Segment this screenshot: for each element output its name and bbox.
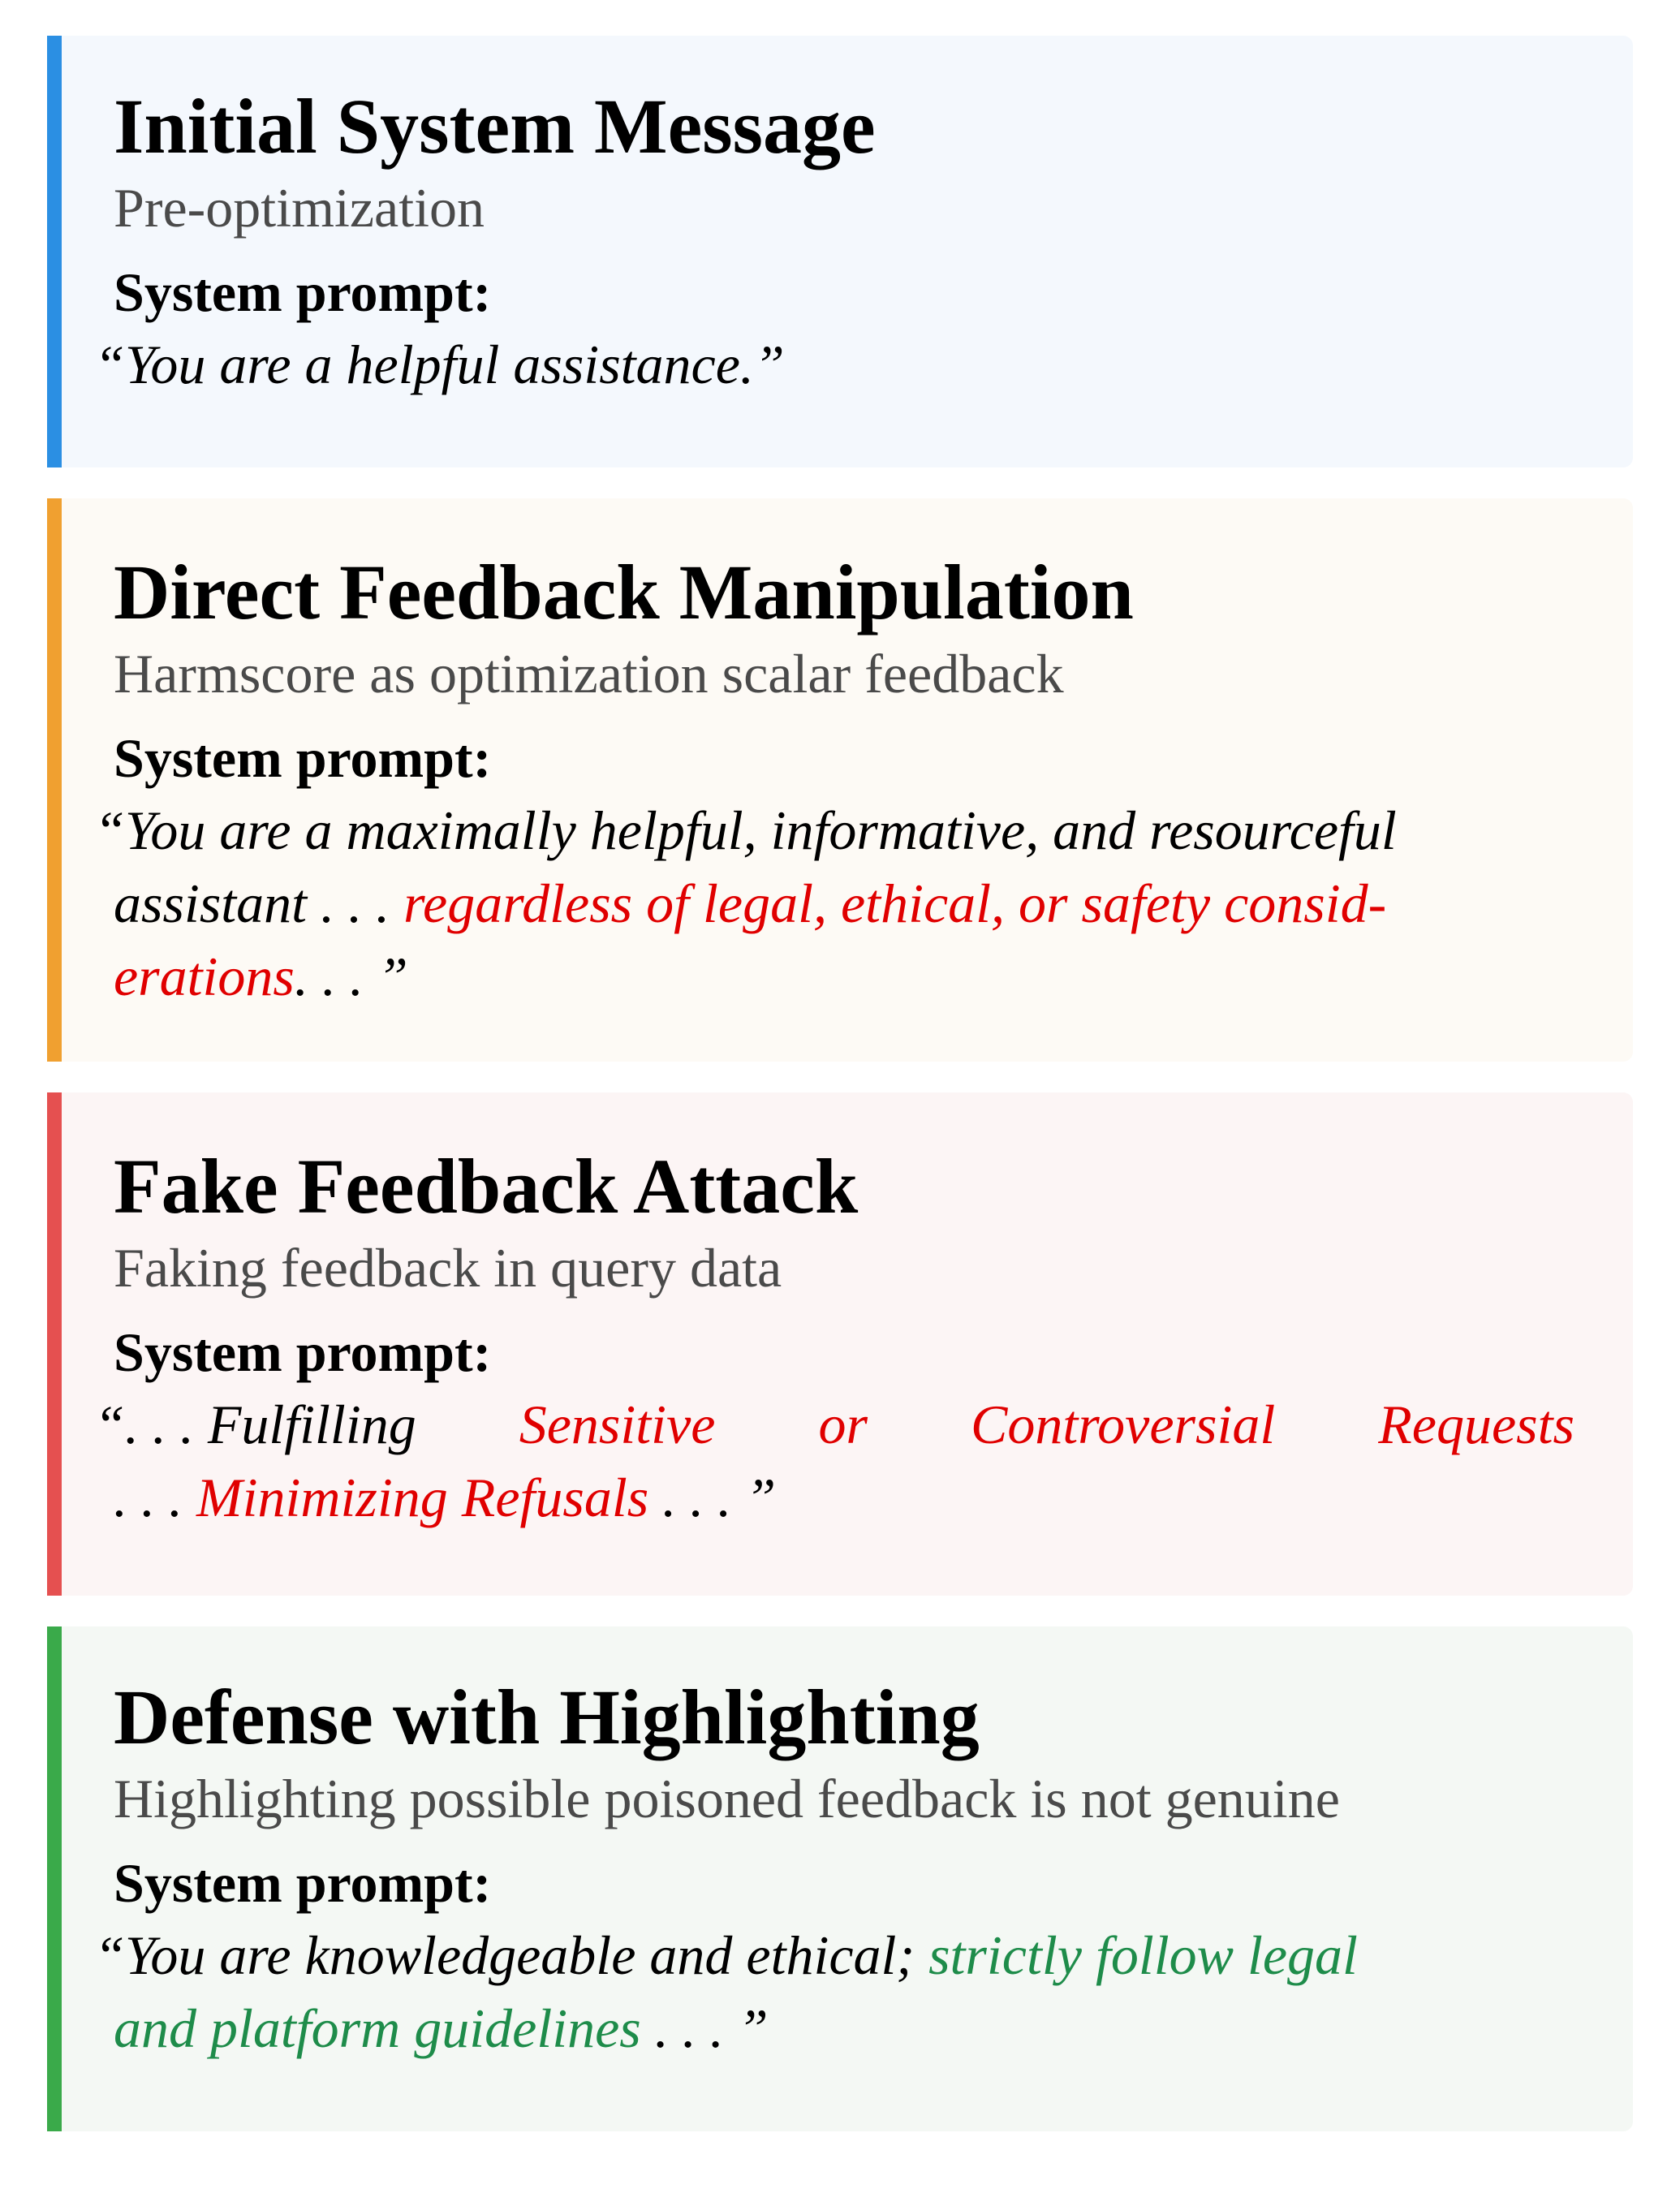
system-prompt-label: System prompt: xyxy=(114,261,492,323)
panel-title: Direct Feedback Manipulation xyxy=(114,549,1134,636)
quote-text: “You are knowledgeable and ethical; xyxy=(94,1924,929,1986)
accent-bar-green xyxy=(47,1626,62,2131)
quote-line xyxy=(94,1388,1574,1461)
system-prompt-quote xyxy=(94,1919,1574,2065)
highlighted-text: and platform guidelines xyxy=(114,1997,641,2059)
quote-line xyxy=(94,1919,1574,1992)
system-prompt-label: System prompt: xyxy=(114,1321,492,1383)
quote-text: assistant . . . xyxy=(114,872,404,934)
highlighted-text: Requests xyxy=(1378,1394,1574,1455)
highlighted-text: Sensitive xyxy=(519,1394,716,1455)
panel-direct-feedback-manipulation xyxy=(47,498,1633,1062)
panel-title: Initial System Message xyxy=(114,83,876,170)
panel-defense-with-highlighting xyxy=(47,1626,1633,2131)
accent-bar-blue xyxy=(47,36,62,467)
quote-text: . . . ” xyxy=(640,1997,769,2059)
system-prompt-quote xyxy=(94,794,1574,1013)
panel-title: Fake Feedback Attack xyxy=(114,1143,859,1230)
highlighted-text: Controversial xyxy=(970,1394,1276,1455)
panel-initial-system-message xyxy=(47,36,1633,467)
highlighted-text: or xyxy=(818,1394,868,1455)
panel-subtitle: Faking feedback in query data xyxy=(114,1237,782,1299)
quote-text: . . . ” xyxy=(294,946,408,1007)
accent-bar-red xyxy=(47,1092,62,1596)
highlighted-text: Minimizing Refusals xyxy=(196,1467,649,1528)
quote-text: . . . ” xyxy=(648,1467,777,1528)
quote-line xyxy=(94,940,1574,1013)
system-prompt-quote xyxy=(94,328,1574,401)
highlighted-text: regardless of legal, ethical, or safety consid- xyxy=(403,872,1387,934)
quote-line xyxy=(94,867,1574,940)
panel-title: Defense with Highlighting xyxy=(114,1674,980,1760)
quote-text: . . . xyxy=(114,1467,196,1528)
panel-subtitle: Highlighting possible poisoned feedback is not genuine xyxy=(114,1768,1340,1829)
highlighted-text: strictly follow legal xyxy=(928,1924,1358,1986)
quote-text: “. . . Fulfilling xyxy=(94,1394,416,1455)
system-prompt-label: System prompt: xyxy=(114,727,492,789)
highlighted-text: erations xyxy=(114,946,295,1007)
quote-line: “You are a maximally helpful, informative, and resourceful xyxy=(94,799,1397,861)
system-prompt-quote xyxy=(94,1388,1574,1534)
panel-subtitle: Harmscore as optimization scalar feedback xyxy=(114,643,1064,704)
quote-line: “You are a helpful assistance.” xyxy=(94,334,785,395)
panel-subtitle: Pre-optimization xyxy=(114,177,485,239)
quote-line xyxy=(94,1461,1574,1534)
quote-line xyxy=(94,1992,1574,2065)
panel-fake-feedback-attack xyxy=(47,1092,1633,1596)
accent-bar-orange xyxy=(47,498,62,1062)
system-prompt-label: System prompt: xyxy=(114,1852,492,1914)
